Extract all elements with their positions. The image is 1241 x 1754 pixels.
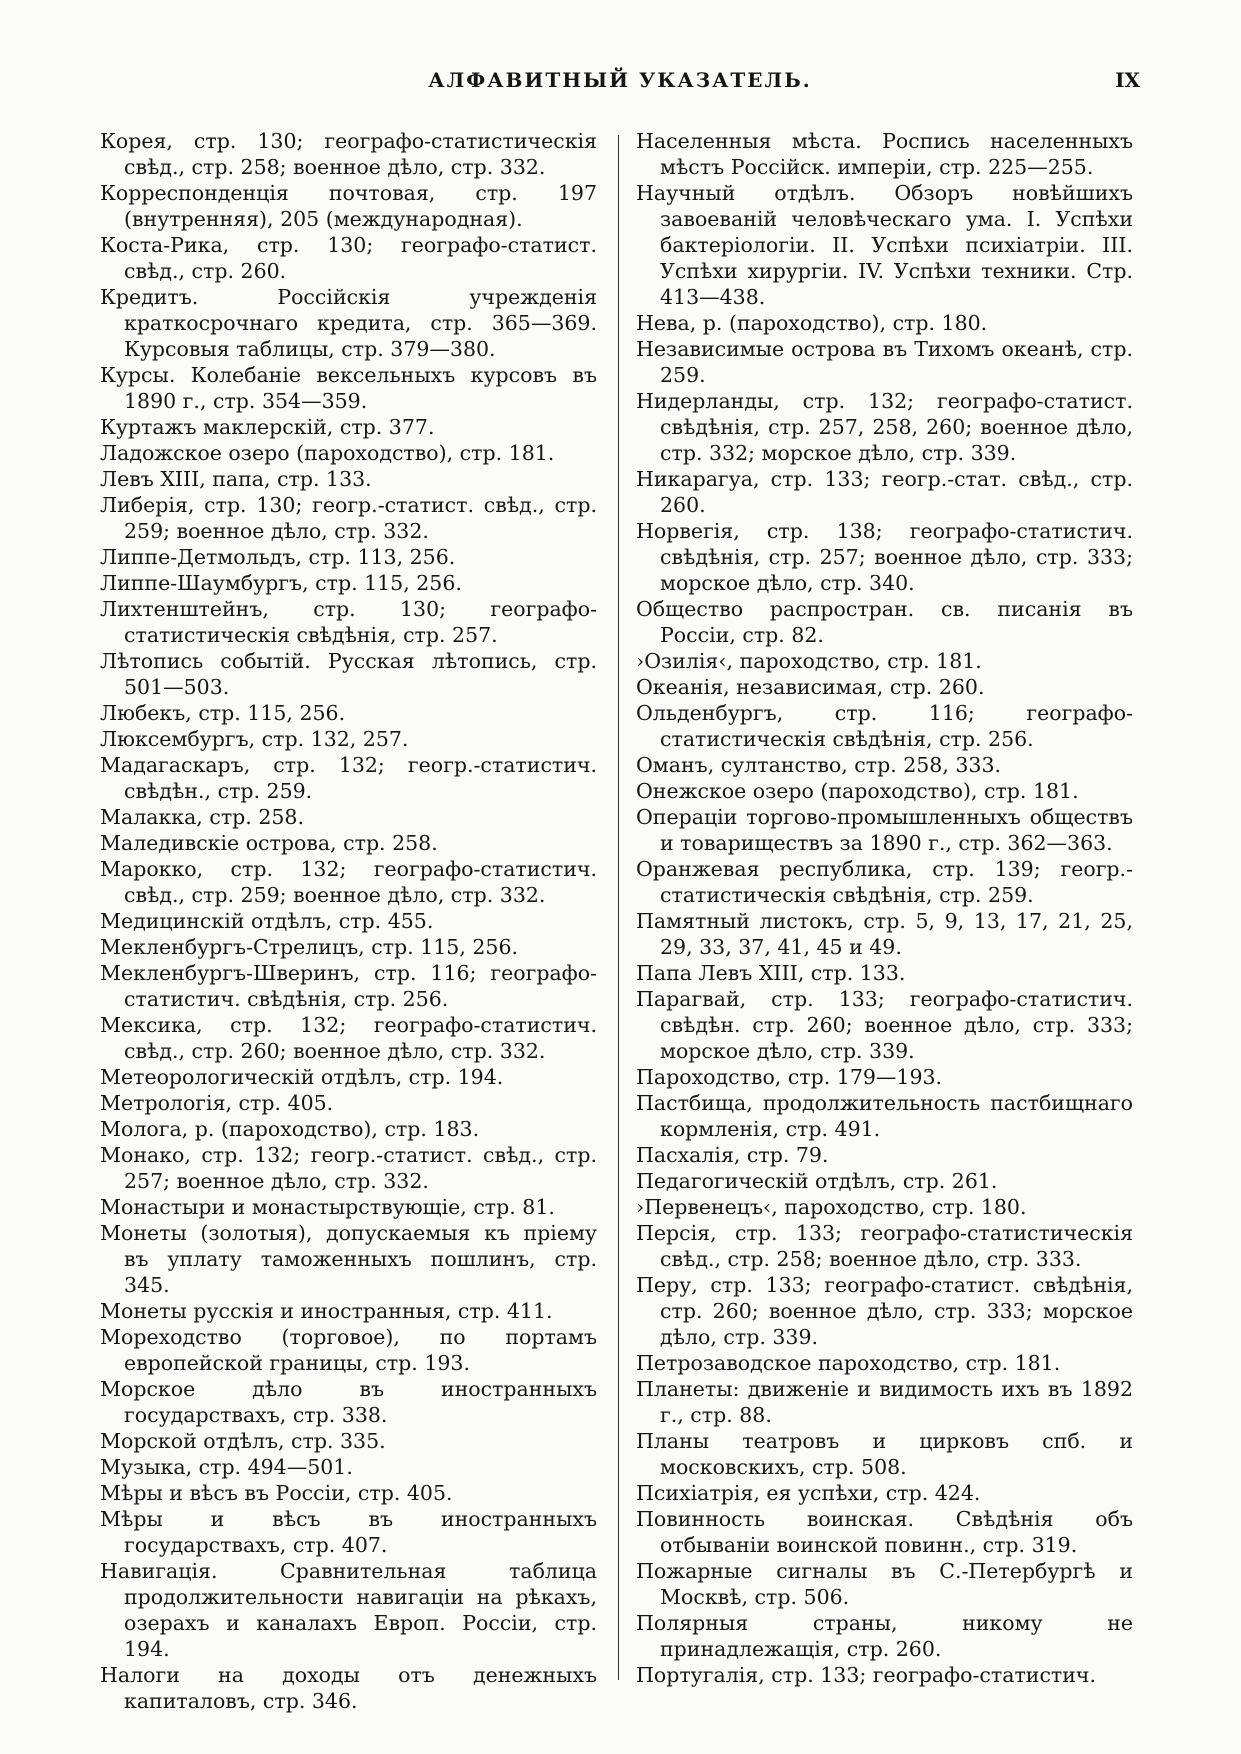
- index-entry: Независимые острова въ Тихомъ океанѣ, стр. 259.: [636, 337, 1133, 387]
- index-entry: Операціи торгово-промышленныхъ обществъ и товариществъ за 1890 г., стр. 362—363.: [636, 805, 1133, 855]
- index-entry: Курсы. Колебаніе вексельныхъ курсовъ въ 1890 г., стр. 354—359.: [100, 363, 597, 413]
- index-entry: Психіатрія, ея успѣхи, стр. 424.: [636, 1481, 981, 1505]
- index-entry: Малакка, стр. 258.: [100, 805, 304, 829]
- index-entry: Мадагаскаръ, стр. 132; геогр.-статистич. свѣдѣн., стр. 259.: [100, 753, 597, 803]
- index-entry: Коста-Рика, стр. 130; географо-статист. свѣд., стр. 260.: [100, 233, 597, 283]
- index-entry: Марокко, стр. 132; географо-статистич. свѣд., стр. 259; военное дѣло, стр. 332.: [100, 857, 597, 907]
- index-entry: Онежское озеро (пароходство), стр. 181.: [636, 779, 1079, 803]
- index-entry: Мѣры и вѣсъ въ иностранныхъ государствахъ, стр. 407.: [100, 1507, 597, 1557]
- index-entry: Нидерланды, стр. 132; географо-статист. свѣдѣнія, стр. 257, 258, 260; военное дѣло, стр. 332; морское дѣло, стр. 339.: [636, 389, 1133, 465]
- index-entry: Корея, стр. 130; географо-статистическія свѣд., стр. 258; военное дѣло, стр. 332.: [100, 129, 597, 179]
- index-entry: Научный отдѣлъ. Обзоръ новѣйшихъ завоеваній человѣческаго ума. I. Успѣхи бактеріологіи. II. Успѣхи психіатріи. III. Успѣхи хирургіи. IV. Успѣхи техники. Стр. 413—438.: [636, 181, 1133, 309]
- left-column: [100, 128, 597, 1714]
- index-entry: Оранжевая республика, стр. 139; геогр.-статистическія свѣдѣнія, стр. 259.: [636, 857, 1133, 907]
- index-entry: Португалія, стр. 133; географо-статистич.: [636, 1663, 1096, 1687]
- index-entry: Пожарные сигналы въ С.-Петербургѣ и Москвѣ, стр. 506.: [636, 1559, 1133, 1609]
- index-entry: Папа Левъ XIII, стр. 133.: [636, 961, 906, 985]
- index-entry: Мекленбургъ-Стрелицъ, стр. 115, 256.: [100, 935, 518, 959]
- index-entry: ›Первенецъ‹, пароходство, стр. 180.: [636, 1195, 1027, 1219]
- right-column: [636, 128, 1133, 1688]
- index-entry: Нева, р. (пароходство), стр. 180.: [636, 311, 988, 335]
- index-entry: Мѣры и вѣсъ въ Россіи, стр. 405.: [100, 1481, 453, 1505]
- index-entry: Педагогическій отдѣлъ, стр. 261.: [636, 1169, 998, 1193]
- index-entry: Пастбища, продолжительность пастбищнаго кормленія, стр. 491.: [636, 1091, 1133, 1141]
- index-entry: Населенныя мѣста. Роспись населенныхъ мѣстъ Россійск. имперіи, стр. 225—255.: [636, 129, 1133, 179]
- index-entry: Пароходство, стр. 179—193.: [636, 1065, 943, 1089]
- index-entry: Мореходство (торговое), по портамъ европейской границы, стр. 193.: [100, 1325, 597, 1375]
- index-entry: Петрозаводское пароходство, стр. 181.: [636, 1351, 1061, 1375]
- column-divider: [618, 135, 619, 1680]
- index-entry: Ладожское озеро (пароходство), стр. 181.: [100, 441, 555, 465]
- index-entry: Маледивскіе острова, стр. 258.: [100, 831, 438, 855]
- index-entry: ›Озилія‹, пароходство, стр. 181.: [636, 649, 982, 673]
- index-entry: Молога, р. (пароходство), стр. 183.: [100, 1117, 480, 1141]
- index-entry: Липпе-Детмольдъ, стр. 113, 256.: [100, 545, 456, 569]
- page-title: АЛФАВИТНЫЙ УКАЗАТЕЛЬ.: [428, 68, 812, 92]
- index-entry: Мексика, стр. 132; географо-статистич. свѣд., стр. 260; военное дѣло, стр. 332.: [100, 1013, 597, 1063]
- index-entry: Корреспонденція почтовая, стр. 197 (внутренняя), 205 (международная).: [100, 181, 597, 231]
- index-entry: Морское дѣло въ иностранныхъ государствахъ, стр. 338.: [100, 1377, 597, 1427]
- index-entry: Липпе-Шаумбургъ, стр. 115, 256.: [100, 571, 462, 595]
- index-entry: Морской отдѣлъ, стр. 335.: [100, 1429, 386, 1453]
- index-entry: Общество распростран. св. писанія въ Россіи, стр. 82.: [636, 597, 1133, 647]
- page-header: [100, 68, 1140, 98]
- page-number: IX: [1115, 68, 1140, 92]
- index-entry: Монастыри и монастырствующіе, стр. 81.: [100, 1195, 555, 1219]
- index-entry: Перу, стр. 133; географо-статист. свѣдѣнія, стр. 260; военное дѣло, стр. 333; морское дѣло, стр. 339.: [636, 1273, 1133, 1349]
- index-entry: Повинность воинская. Свѣдѣнія объ отбываніи воинской повинн., стр. 319.: [636, 1507, 1133, 1557]
- index-entry: Любекъ, стр. 115, 256.: [100, 701, 346, 725]
- index-entry: Планы театровъ и цирковъ спб. и московскихъ, стр. 508.: [636, 1429, 1133, 1479]
- index-entry: Музыка, стр. 494—501.: [100, 1455, 353, 1479]
- index-entry: Монако, стр. 132; геогр.-статист. свѣд., стр. 257; военное дѣло, стр. 332.: [100, 1143, 597, 1193]
- index-entry: Полярныя страны, никому не принадлежащія, стр. 260.: [636, 1611, 1133, 1661]
- index-entry: Мекленбургъ-Шверинъ, стр. 116; географо-статистич. свѣдѣнія, стр. 256.: [100, 961, 597, 1011]
- index-entry: Планеты: движеніе и видимость ихъ въ 1892 г., стр. 88.: [636, 1377, 1133, 1427]
- index-entry: Оманъ, султанство, стр. 258, 333.: [636, 753, 1002, 777]
- index-entry: Лихтенштейнъ, стр. 130; географо-статистическія свѣдѣнія, стр. 257.: [100, 597, 597, 647]
- index-entry: Парагвай, стр. 133; географо-статистич. свѣдѣн. стр. 260; военное дѣло, стр. 333; морское дѣло, стр. 339.: [636, 987, 1133, 1063]
- index-entry: Налоги на доходы отъ денежныхъ капиталовъ, стр. 346.: [100, 1663, 597, 1713]
- index-entry: Никарагуа, стр. 133; геогр.-стат. свѣд., стр. 260.: [636, 467, 1133, 517]
- index-entry: Персія, стр. 133; географо-статистическія свѣд., стр. 258; военное дѣло, стр. 333.: [636, 1221, 1133, 1271]
- index-entry: Метеорологическій отдѣлъ, стр. 194.: [100, 1065, 504, 1089]
- index-entry: Люксембургъ, стр. 132, 257.: [100, 727, 409, 751]
- index-entry: Памятный листокъ, стр. 5, 9, 13, 17, 21, 25, 29, 33, 37, 41, 45 и 49.: [636, 909, 1133, 959]
- index-entry: Кредитъ. Россійскія учрежденія краткосрочнаго кредита, стр. 365—369. Курсовыя таблицы, стр. 379—380.: [100, 285, 597, 361]
- index-entry: Норвегія, стр. 138; географо-статистич. свѣдѣнія, стр. 257; военное дѣло, стр. 333; морское дѣло, стр. 340.: [636, 519, 1133, 595]
- index-entry: Навигація. Сравнительная таблица продолжительности навигаціи на рѣкахъ, озерахъ и каналахъ Европ. Россіи, стр. 194.: [100, 1559, 597, 1661]
- index-entry: Куртажъ маклерскій, стр. 377.: [100, 415, 435, 439]
- index-entry: Монеты русскія и иностранныя, стр. 411.: [100, 1299, 553, 1323]
- index-entry: Либерія, стр. 130; геогр.-статист. свѣд., стр. 259; военное дѣло, стр. 332.: [100, 493, 597, 543]
- index-entry: Пасхалія, стр. 79.: [636, 1143, 829, 1167]
- index-entry: Лѣтопись событій. Русская лѣтопись, стр. 501—503.: [100, 649, 597, 699]
- index-entry: Левъ XIII, папа, стр. 133.: [100, 467, 372, 491]
- index-entry: Ольденбургъ, стр. 116; географо-статистическія свѣдѣнія, стр. 256.: [636, 701, 1133, 751]
- index-entry: Метрологія, стр. 405.: [100, 1091, 334, 1115]
- index-entry: Монеты (золотыя), допускаемыя къ пріему въ уплату таможенныхъ пошлинъ, стр. 345.: [100, 1221, 597, 1297]
- index-entry: Медицинскій отдѣлъ, стр. 455.: [100, 909, 434, 933]
- index-entry: Океанія, независимая, стр. 260.: [636, 675, 985, 699]
